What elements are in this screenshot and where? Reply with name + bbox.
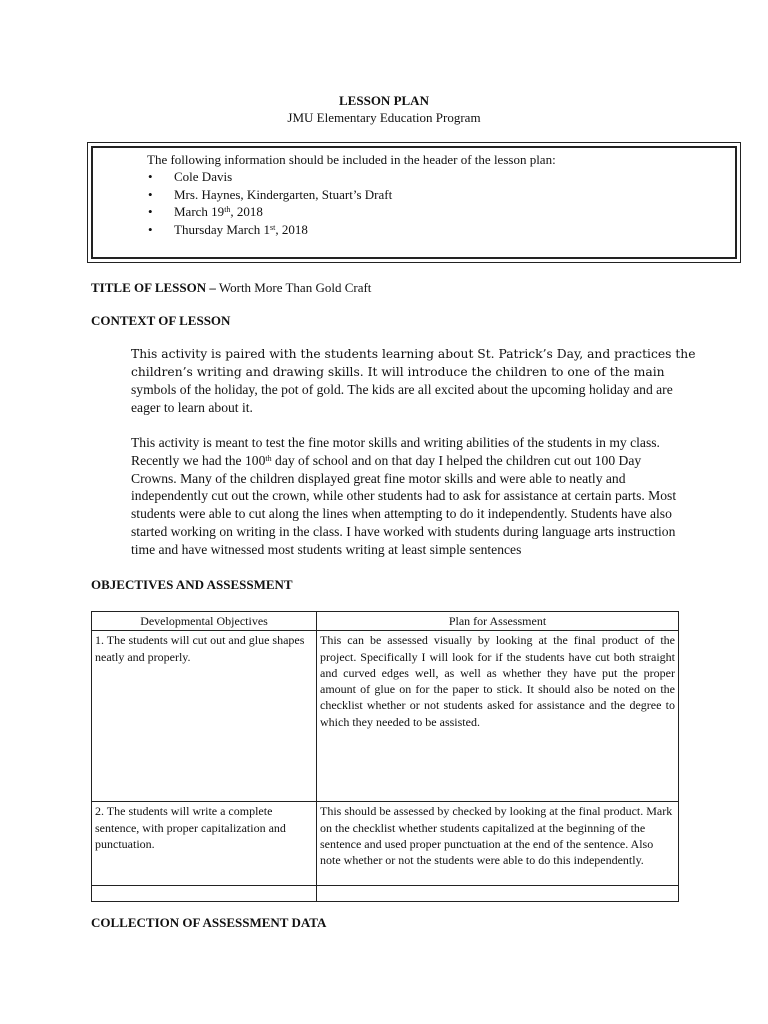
context-paragraph-1-rest: symbols of the holiday, the pot of gold. The kids are all excited about the upcoming holiday and are eager to learn about it. — [131, 382, 673, 415]
objective-cell: 1. The students will cut out and glue shapes neatly and properly. — [92, 631, 317, 802]
table-row — [92, 886, 679, 902]
objective-cell — [92, 886, 317, 902]
title-of-lesson-label: TITLE OF LESSON – — [91, 280, 216, 295]
table-row — [92, 802, 679, 886]
col-header-assessment: Plan for Assessment — [317, 612, 679, 631]
document-subtitle: JMU Elementary Education Program — [287, 110, 481, 125]
table-row — [92, 631, 679, 802]
collection-heading: COLLECTION OF ASSESSMENT DATA — [91, 915, 327, 930]
assessment-cell — [317, 886, 679, 902]
header-box-intro: The following information should be included in the header of the lesson plan: — [147, 152, 556, 167]
table-header-row — [92, 612, 679, 631]
objectives-table — [91, 611, 679, 902]
header-bullet-date: • March 19th, 2018 — [147, 203, 392, 221]
context-line-2: children’s writing and drawing skills. It will introduce the children to one of the main — [131, 364, 665, 379]
context-line-1: This activity is paired with the students learning about St. Patrick’s Day, and practices the — [131, 347, 696, 361]
assessment-cell: This can be assessed visually by looking at the final product of the project. Specifically I will look for if the students have cut both straight and curved edges well, as well as whether they have put the proper amount of glue on for the paper to stick. It should also be noted on the checklist whether or not students asked for assistance and the degree to which they needed to be assisted. — [317, 631, 679, 802]
title-of-lesson — [91, 280, 371, 296]
objectives-heading: OBJECTIVES AND ASSESSMENT — [91, 577, 293, 592]
document-title: LESSON PLAN — [339, 93, 429, 108]
col-header-objectives: Developmental Objectives — [92, 612, 317, 631]
context-paragraph-1-lines — [131, 346, 696, 381]
header-bullet-list — [147, 168, 392, 238]
title-of-lesson-value: Worth More Than Gold Craft — [215, 280, 372, 295]
header-bullet-lesson-date: • Thursday March 1st, 2018 — [147, 221, 392, 239]
context-paragraph-2: This activity is meant to test the fine motor skills and writing abilities of the students in my class. Recently we had the 100th day of school and on that day I helped the children cut out 100 Day Crowns. Many of the children displayed great fine motor skills and were able to neatly and independently cut out the crown, while other students had to ask for assistance at certain parts. Most students were able to cut along the lines when attempting to do it independently. Students have also started working on writing in the class. I have worked with students during language arts instruction time and have witnessed most students writing at least simple sentences — [131, 435, 677, 557]
header-bullet-name: • Cole Davis — [147, 168, 392, 186]
context-heading: CONTEXT OF LESSON — [91, 313, 231, 328]
objective-cell: 2. The students will write a complete sentence, with proper capitalization and punctuation. — [92, 802, 317, 886]
header-bullet-teacher: • Mrs. Haynes, Kindergarten, Stuart’s Draft — [147, 186, 392, 204]
assessment-cell: This should be assessed by checked by looking at the final product. Mark on the checklist whether students capitalized at the beginning of the sentence and used proper punctuation at the end of the sentence. Also note whether or not the students were able to do this independently. — [317, 802, 679, 886]
